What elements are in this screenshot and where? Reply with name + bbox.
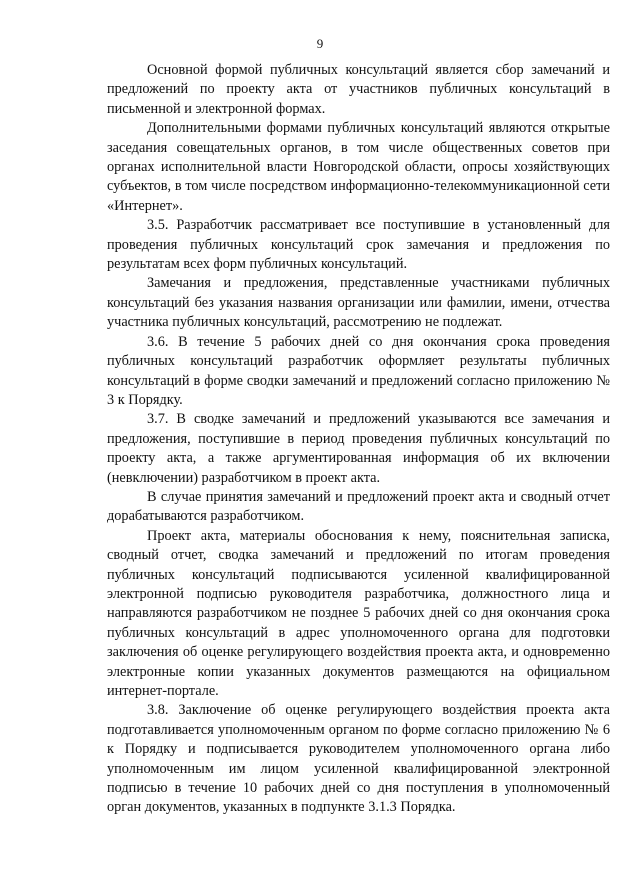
page-number: 9 [316, 36, 324, 51]
paragraph-3-5: 3.5. Разработчик рассматривает все поступившие в установленный для проведения публичных консультаций срок замечания и предложения по результатам всех форм публичных консультаций. [107, 217, 610, 273]
paragraph-additional-forms: Дополнительными формами публичных консультаций являются открытые заседания совещательных органов, в том числе общественных советов при органах исполнительной власти Новгородской области, опросы хозяйствующих субъектов, в том числе посредством информационно-телекоммуникационной сети «Интернет». [107, 120, 610, 214]
paragraph-anonymous-remarks: Замечания и предложения, представленные участниками публичных консультаций без указания названия организации или фамилии, имени, отчества участника публичных консультаций, рассмотрению не подлежат. [107, 275, 610, 331]
paragraph-3-7: 3.7. В сводке замечаний и предложений указываются все замечания и предложения, поступившие в период проведения публичных консультаций по проекту акта, а также аргументированная информация об их включении (невключении) разработчиком в проект акта. [107, 411, 610, 486]
paragraph-revision: В случае принятия замечаний и предложений проект акта и сводный отчет дорабатываются разработчиком. [107, 488, 610, 525]
paragraph-3-8: 3.8. Заключение об оценке регулирующего воздействия проекта акта подготавливается уполномоченным органом по форме согласно приложению № 6 к Порядку и подписывается руководителем уполномоченного органа либо уполномоченным им лицом усиленной квалифицированной электронной подписью в течение 10 рабочих дней со дня поступления в уполномоченный орган документов, указанных в подпункте 3.1.3 Порядка. [107, 702, 610, 816]
paragraph-3-6: 3.6. В течение 5 рабочих дней со дня окончания срока проведения публичных консультаций разработчик оформляет результаты публичных консультаций в форме сводки замечаний и предложений согласно приложению № 3 к Порядку. [107, 333, 610, 408]
paragraph-draft-signing: Проект акта, материалы обоснования к нему, пояснительная записка, сводный отчет, сводка замечаний и предложений по итогам проведения публичных консультаций подписываются усиленной квалифицированной электронной подписью руководителя разработчика, должностного лица и направляются разработчиком не позднее 5 рабочих дней со дня окончания срока публичных консультаций в адрес уполномоченного органа для подготовки заключения об оценке регулирующего воздействия проекта акта, и одновременно электронные копии указанных документов размещаются на официальном интернет-портале. [107, 527, 610, 699]
document-body [107, 61, 610, 818]
paragraph-main-form: Основной формой публичных консультаций является сбор замечаний и предложений по проекту акта от участников публичных консультаций в письменной и электронной формах. [107, 62, 610, 117]
